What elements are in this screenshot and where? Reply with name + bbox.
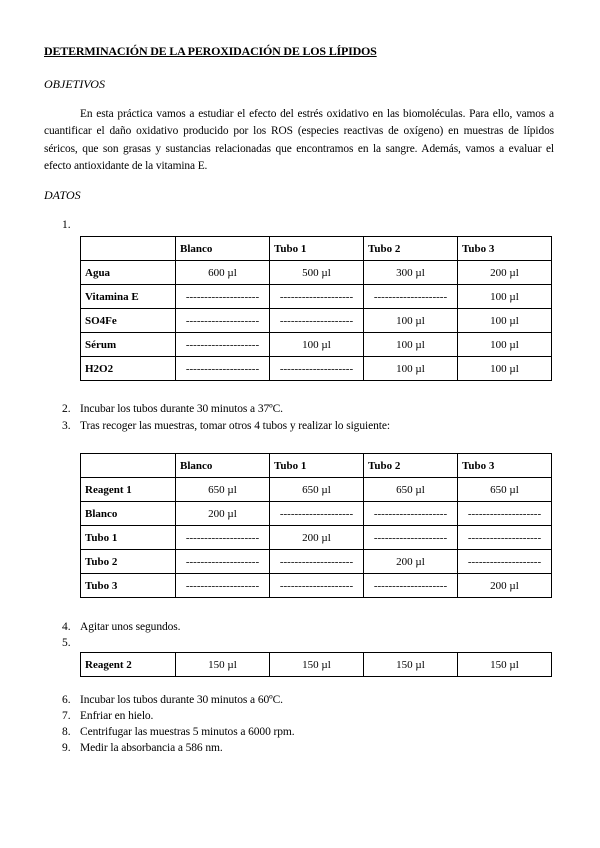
step-7-text: Enfriar en hielo. bbox=[80, 710, 154, 722]
cell: 100 µl bbox=[364, 309, 458, 333]
table-row bbox=[81, 309, 552, 333]
table-row bbox=[81, 333, 552, 357]
table-row bbox=[81, 526, 552, 550]
cell: 200 µl bbox=[364, 550, 458, 574]
cell: 100 µl bbox=[458, 309, 552, 333]
cell: 500 µl bbox=[270, 261, 364, 285]
cell: 150 µl bbox=[364, 653, 458, 677]
cell: -------------------- bbox=[364, 502, 458, 526]
cell: -------------------- bbox=[176, 357, 270, 381]
step-1-number: 1. bbox=[62, 219, 71, 231]
header-cell: Tubo 3 bbox=[458, 454, 552, 478]
cell: -------------------- bbox=[176, 285, 270, 309]
step-9-number: 9. bbox=[62, 742, 71, 754]
header-cell: Tubo 2 bbox=[364, 454, 458, 478]
cell: 200 µl bbox=[458, 261, 552, 285]
objetivos-heading: OBJETIVOS bbox=[44, 77, 105, 91]
row-label: Reagent 1 bbox=[81, 478, 176, 502]
cell: 100 µl bbox=[458, 285, 552, 309]
cell: -------------------- bbox=[270, 285, 364, 309]
cell: -------------------- bbox=[364, 285, 458, 309]
row-label: SO4Fe bbox=[81, 309, 176, 333]
cell: -------------------- bbox=[458, 502, 552, 526]
table-row bbox=[81, 478, 552, 502]
step-3-number: 3. bbox=[62, 420, 71, 432]
table-reagents-3 bbox=[80, 652, 552, 677]
header-cell bbox=[81, 454, 176, 478]
intro-paragraph: En esta práctica vamos a estudiar el efecto del estrés oxidativo en las biomoléculas. Para ello, vamos a cuantificar el daño oxidativo producido por los ROS (especies reactivas de oxígeno) en muestras de lípidos séricos, que son grasas y sustancias relacionadas que encontramos en la sangre. Además, vamos a evaluar el efecto antioxidante de la vitamina E. bbox=[44, 108, 554, 173]
cell: -------------------- bbox=[176, 309, 270, 333]
table-reagents-2 bbox=[80, 453, 552, 598]
cell: 650 µl bbox=[270, 478, 364, 502]
row-label: Blanco bbox=[81, 502, 176, 526]
row-label: Tubo 2 bbox=[81, 550, 176, 574]
document-title: DETERMINACIÓN DE LA PEROXIDACIÓN DE LOS LÍPIDOS bbox=[44, 44, 377, 58]
header-cell: Blanco bbox=[176, 237, 270, 261]
table-row bbox=[81, 653, 552, 677]
cell: 100 µl bbox=[270, 333, 364, 357]
cell: 650 µl bbox=[176, 478, 270, 502]
step-6-number: 6. bbox=[62, 694, 71, 706]
step-7-number: 7. bbox=[62, 710, 71, 722]
step-4-text: Agitar unos segundos. bbox=[80, 621, 181, 633]
cell: 150 µl bbox=[270, 653, 364, 677]
cell: -------------------- bbox=[270, 502, 364, 526]
header-cell bbox=[81, 237, 176, 261]
cell: 200 µl bbox=[270, 526, 364, 550]
table-header-row bbox=[81, 237, 552, 261]
cell: 650 µl bbox=[364, 478, 458, 502]
step-8-number: 8. bbox=[62, 726, 71, 738]
cell: 200 µl bbox=[176, 502, 270, 526]
table-row bbox=[81, 502, 552, 526]
step-2-text: Incubar los tubos durante 30 minutos a 37ºC. bbox=[80, 403, 283, 415]
table-row bbox=[81, 285, 552, 309]
row-label: Vitamina E bbox=[81, 285, 176, 309]
row-label: Sérum bbox=[81, 333, 176, 357]
step-9-text: Medir la absorbancia a 586 nm. bbox=[80, 742, 223, 754]
header-cell: Tubo 1 bbox=[270, 237, 364, 261]
table-row bbox=[81, 261, 552, 285]
cell: -------------------- bbox=[270, 357, 364, 381]
step-6-text: Incubar los tubos durante 30 minutos a 60ºC. bbox=[80, 694, 283, 706]
header-cell: Tubo 3 bbox=[458, 237, 552, 261]
row-label: Agua bbox=[81, 261, 176, 285]
cell: 100 µl bbox=[364, 357, 458, 381]
table-reagents-1 bbox=[80, 236, 552, 381]
step-4-number: 4. bbox=[62, 621, 71, 633]
row-label: Tubo 1 bbox=[81, 526, 176, 550]
cell: -------------------- bbox=[176, 574, 270, 598]
table-row bbox=[81, 357, 552, 381]
step-3-text: Tras recoger las muestras, tomar otros 4 tubos y realizar lo siguiente: bbox=[80, 420, 390, 432]
table-row bbox=[81, 574, 552, 598]
step-2-number: 2. bbox=[62, 403, 71, 415]
cell: -------------------- bbox=[458, 526, 552, 550]
cell: -------------------- bbox=[270, 550, 364, 574]
step-8-text: Centrifugar las muestras 5 minutos a 6000 rpm. bbox=[80, 726, 295, 738]
table-header-row bbox=[81, 454, 552, 478]
cell: -------------------- bbox=[270, 309, 364, 333]
cell: -------------------- bbox=[176, 333, 270, 357]
cell: -------------------- bbox=[176, 526, 270, 550]
cell: 100 µl bbox=[458, 333, 552, 357]
cell: -------------------- bbox=[176, 550, 270, 574]
step-5-number: 5. bbox=[62, 637, 71, 649]
cell: 100 µl bbox=[364, 333, 458, 357]
datos-heading: DATOS bbox=[44, 188, 81, 202]
cell: 200 µl bbox=[458, 574, 552, 598]
cell: -------------------- bbox=[458, 550, 552, 574]
cell: 600 µl bbox=[176, 261, 270, 285]
cell: -------------------- bbox=[270, 574, 364, 598]
cell: 100 µl bbox=[458, 357, 552, 381]
cell: 150 µl bbox=[176, 653, 270, 677]
table-row bbox=[81, 550, 552, 574]
header-cell: Tubo 1 bbox=[270, 454, 364, 478]
cell: 150 µl bbox=[458, 653, 552, 677]
cell: 300 µl bbox=[364, 261, 458, 285]
row-label: Tubo 3 bbox=[81, 574, 176, 598]
cell: -------------------- bbox=[364, 526, 458, 550]
row-label: Reagent 2 bbox=[81, 653, 176, 677]
cell: -------------------- bbox=[364, 574, 458, 598]
row-label: H2O2 bbox=[81, 357, 176, 381]
header-cell: Tubo 2 bbox=[364, 237, 458, 261]
cell: 650 µl bbox=[458, 478, 552, 502]
header-cell: Blanco bbox=[176, 454, 270, 478]
